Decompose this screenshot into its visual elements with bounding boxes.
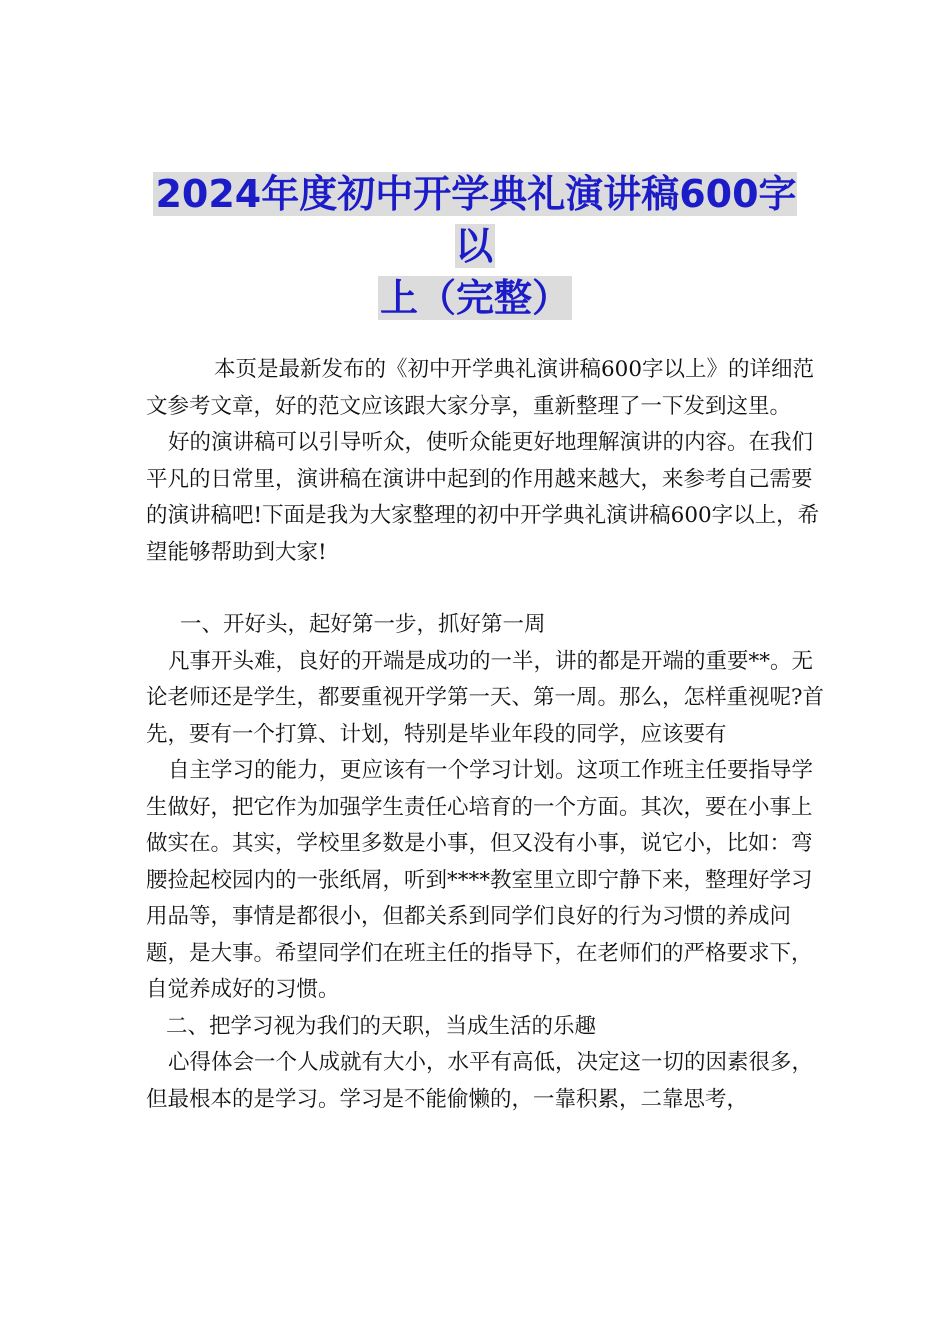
title-line-2: 上（完整） [379, 276, 570, 320]
body-paragraph: 好的演讲稿可以引导听众，使听众能更好地理解演讲的内容。在我们平凡的日常里，演讲稿在演讲中起到的作用越来越大，来参考自己需要的演讲稿吧!下面是我为大家整理的初中开学典礼演讲稿600字以上，希望能够帮助到大家! [146, 430, 820, 565]
body-paragraph: 自主学习的能力，更应该有一个学习计划。这项工作班主任要指导学生做好，把它作为加强学生责任心培育的一个方面。其次，要在小事上做实在。其实，学校里多数是小事，但又没有小事，说它小，比如：弯腰捡起校园内的一张纸屑，听到****教室里立即宁静下来，整理好学习用品等，事情是都很小，但都关系到同学们良好的行为习惯的养成问题，是大事。希望同学们在班主任的指导下，在老师们的严格要求下，自觉养成好的习惯。 [146, 758, 814, 1002]
paragraph-gap [146, 571, 826, 607]
body-paragraph: 凡事开头难，良好的开端是成功的一半，讲的都是开端的重要**。无论老师还是学生，都要重视开学第一天、第一周。那么，怎样重视呢?首先，要有一个打算、计划，特别是毕业年段的同学，应该要有 [146, 648, 825, 747]
intro-paragraph: 本页是最新发布的《初中开学典礼演讲稿600字以上》的详细范文参考文章，好的范文应该跟大家分享，重新整理了一下发到这里。 [146, 357, 815, 419]
section-heading-1: 一、开好头，起好第一步，抓好第一周 [180, 612, 546, 637]
body-paragraph: 心得体会一个人成就有大小，水平有高低，决定这一切的因素很多，但最根本的是学习。学习是不能偷懒的，一靠积累，二靠思考， [146, 1050, 814, 1112]
title-line-1: 2024年度初中开学典礼演讲稿600字以 [155, 172, 797, 268]
section-heading-2: 二、把学习视为我们的天职，当成生活的乐趣 [166, 1013, 597, 1039]
document-title [140, 168, 810, 324]
document-body [146, 352, 826, 1118]
